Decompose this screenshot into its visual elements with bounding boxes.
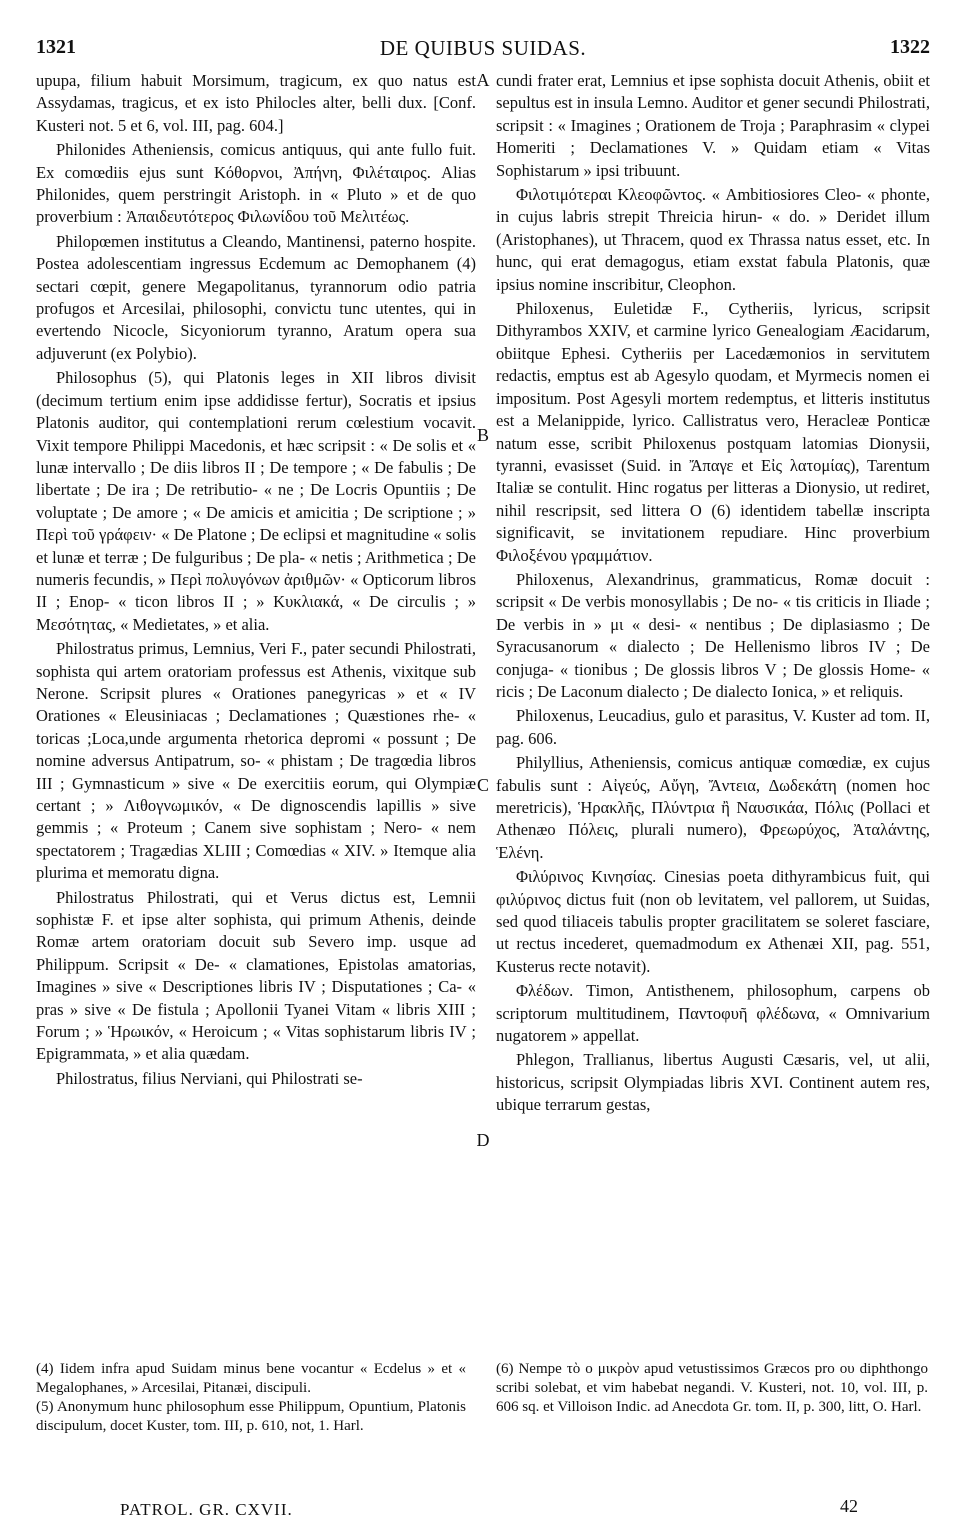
- paragraph: upupa, filium habuit Morsimum, tragicum, ex quo natus est Assydamas, tragicus, et ex isto Philocles alter, belli dux. [Conf. Kusteri not. 5 et 6, vol. III, pag. 604.]: [36, 71, 476, 135]
- page-header: [36, 36, 930, 64]
- paragraph: Philoxenus, Euletidæ F., Cytheriis, lyricus, scripsit Dithyrambos XXIV, et carmine lyrico Genealogiam Æacidarum, obiitque Ephesi. Cytheriis per Lacedæmonios in servitutem redactis, emptus est ab Agesylo quodam, et Myrmecis nomen ei impositum. Post Agesyli mortem redemptus, et litteris institutus est a Melanippide, lyrico. Callistratus vero, Heracleæ Ponticæ natum esse, scribit Philoxenus postquam latomias Dionysii, tyranni, evasisset (Suid. in Ἄπαγε et Εἰς λατομίας), Tarentum Italiæ se contulit. Hinc rogatus per litteras a Dionysio, ut rediret, nihil rescripsit, sed littera O (6) identidem tabellæ inscripta significavit, se invitationem repudiare. Hinc proverbium Φιλοξένου γραμμάτιον.: [496, 299, 930, 565]
- running-title: DE QUIBUS SUIDAS.: [379, 36, 587, 60]
- paragraph: Philyllius, Atheniensis, comicus antiquæ comœdiæ, ex cujus fabulis sunt : Αἰγεύς, Αὔγη, Ἄντεια, Δωδεκάτη (nomen hoc meretricis), Ἡρακλῆς, Πλύντρια ἢ Ναυσικάα, Πόλις (Pollaci et Athenæo Πόλεις, plurali numero), Φρεωρύχος, Ἀταλάντης, Ἑλένη.: [496, 753, 930, 862]
- paragraph: Philosophus (5), qui Platonis leges in XII libros divisit (decimum tertium enim ipse addidisse fertur), Socratis et ipsius Platonis auditor, qui contemplationi rerum cœlestium vocavit. Vixit tempore Philippi Macedonis, et hæc scripsit : « De solis et « lunæ intervallo ; De diis libros II ; De tempore ; « De fabulis ; De libertate ; De ira ; De retributio- « ne ; De Locris Opuntiis ; De voluptate ; De amore ; « De amicis et amicitia ; De scriptione ; » Περὶ τοῦ γράφειν· « De Platone ; De eclipsi et magnitudine « solis et lunæ et terræ ; De fulguribus ; De pla- « netis ; Arithmetica ; De numeris fecundis, » Περὶ πολυγόνων ἀριθμῶν· « Opticorum libros II ; Enop- « ticon libros II ; » Κυκλιακά, « De circulis ; » Μεσότητας, « Medietates, » et alia.: [36, 368, 476, 634]
- paragraph: Philoxenus, Leucadius, gulo et parasitus, V. Kuster ad tom. II, pag. 606.: [496, 706, 930, 748]
- paragraph: Φλέδων. Timon, Antisthenem, philosophum, carpens ob scriptorum multitudinem, Παντοφυῆ φλέδωνα, « Omnivarium nugatorem » appellat.: [496, 981, 930, 1046]
- paragraph: cundi frater erat, Lemnius et ipse sophista docuit Athenis, obiit et sepultus est in insula Lemno. Auditor et gener secundi Philostrati, scripsit : « Imagines ; Orationem de Troja ; Paraphrasim « clypei Homeriti ; Declamationes V. » Quidam etiam « Vitas Sophistarum » ipsi tribuunt.: [496, 71, 930, 180]
- paragraph: Φιλύρινος Κινησίας. Cinesias poeta dithyrambicus fuit, qui φιλύρινος dictus fuit (non ob levitatem, vel pallorem, ut Suidas, sed quod tiliaceis tabulis propter gracilitatem se soleret fasciare, ut rectus incederet, quemadmodum ex Athenæi XII, pag. 551, Kusterus recte notavit).: [496, 867, 930, 976]
- left-column: [36, 70, 476, 1092]
- paragraph: Philonides Atheniensis, comicus antiquus, qui ante fullo fuit. Ex comœdiis ejus sunt Κόθορνοι, Ἀπήνη, Φιλέταιρος. Alias Philonides, quem perstringit Aristoph. in « Pluto » et de quo proverbium : Ἀπαιδευτότερος Φιλωνίδου τοῦ Μελιτέως.: [36, 140, 476, 227]
- page-number-right: 1322: [890, 36, 930, 58]
- page-number-left: 1321: [36, 36, 76, 58]
- section-marker-c: C: [476, 775, 489, 795]
- footnotes-right: [496, 1360, 928, 1417]
- paragraph: Philopœmen institutus a Cleando, Mantinensi, paterno hospite. Postea adolescentiam ingressus Ecdemum ac Demophanem (4) sectari cœpit, genere Megapolitanus, tyrannorum odio patria profugos et Arcesilai, philosophi, convictu tunc utentes, qui in evertendo Nicocle, Sicyoniorum tyranno, Aratum opera sua adjuverunt (ex Polybio).: [36, 231, 476, 363]
- footnote: (5) Anonymum hunc philosophum esse Philippum, Opuntium, Platonis discipulum, docet Kuster, tom. III, p. 610, not, 1. Harl.: [36, 1399, 466, 1434]
- paragraph: Phlegon, Trallianus, libertus Augusti Cæsaris, vel, ut alii, historicus, scripsit Olympiadas libris XVI. Continent autem res, ubique terrarum gestas,: [496, 1050, 930, 1115]
- footnote: (6) Nempe τὸ o μικρὸν apud vetustissimos Græcos pro ου diphthongo scribi solebat, et vim habebat negandi. V. Kusteri, not. 10, vol. III, p. 606 sq. et Villoison Indic. ad Anecdota Gr. tom. II, p. 300, litt, O. Harl.: [496, 1361, 928, 1415]
- footer-signature: 42: [840, 1496, 858, 1516]
- footnotes-left: [36, 1360, 466, 1436]
- footer-series: PATROL. GR. CXVII.: [120, 1500, 293, 1519]
- right-column: [496, 70, 930, 1119]
- footnote: (4) Iidem infra apud Suidam minus bene vocantur « Ecdelus » et « Megalophanes, » Arcesilai, Pitanæi, discipuli.: [36, 1361, 466, 1396]
- paragraph: Philoxenus, Alexandrinus, grammaticus, Romæ docuit : scripsit « De verbis monosyllabis ; De no- « tis criticis in Iliade ; De verbis in » μι « desi- « nentibus ; De diplasiasmo ; De Syracusanorum « dialecto ; De Hellenismo libros IV ; De conjuga- « tionibus ; De glossis libros V ; De glossis Home- « ricis ; De Laconum dialecto ; De dialecto Ionica, » et reliquis.: [496, 569, 930, 701]
- paragraph: Φιλοτιμότεραι Κλεοφῶντος. « Ambitiosiores Cleo- « phonte, in cujus labris strepit Threicia hirun- « do. » Deridet illum (Aristophanes), ut Thracem, quod ex Thrassa natus esset, etc. In hunc, qui erat demagogus, etiam exstat fabula Platonis, quæ ipsius nomine inscribitur, Cleophon.: [496, 185, 930, 294]
- section-marker-b: B: [476, 425, 489, 445]
- section-marker-a: A: [476, 70, 490, 90]
- paragraph: Philostratus Philostrati, qui et Verus dictus est, Lemnii sophistæ F. et ipse alter sophista, qui primum Athenis, deinde Romæ artem oratoriam docuit sub Severo imp. usque ad Philippum. Scripsit « De- « clamationes, Epistolas amatorias, Imagines » sive « Descriptiones libris IV ; Disputationes ; Ca- « pras » sive « De fistula ; Apollonii Tyanei Vitam « libris XIII ; Forum ; » Ἡρωικόν, « Heroicum ; « Vitas sophistarum libris IV ; Epigrammata, » et alia quædam.: [36, 887, 476, 1064]
- paragraph: Philostratus primus, Lemnius, Veri F., pater secundi Philostrati, sophista qui artem oratoriam professus est Athenis, vixitque sub Nerone. Scripsit plures « Orationes panegyricas » et « IV Orationes « Eleusiniacas ; Declamationes ; Quæstiones rhe- « toricas ;Loca,unde argumenta rhetorica depromi « possunt ; De nomine adversus Antipatrum, so- « phistam ; De tragœdia libros III ; Gymnasticum » sive « De exercitiis eorum, qui Olympiæ certant ; » Λιθογνωμικόν, « De dignoscendis lapillis » sive gemmis ; « Proteum ; Canem sive sophistam ; Nero- « nem spectatorem ; Tragædias XLIII ; Comœdias « XIV. » Itemque alia plurima et memoratu digna.: [36, 639, 476, 883]
- section-marker-d: D: [476, 1130, 490, 1150]
- paragraph: Philostratus, filius Nerviani, qui Philostrati se-: [56, 1068, 363, 1088]
